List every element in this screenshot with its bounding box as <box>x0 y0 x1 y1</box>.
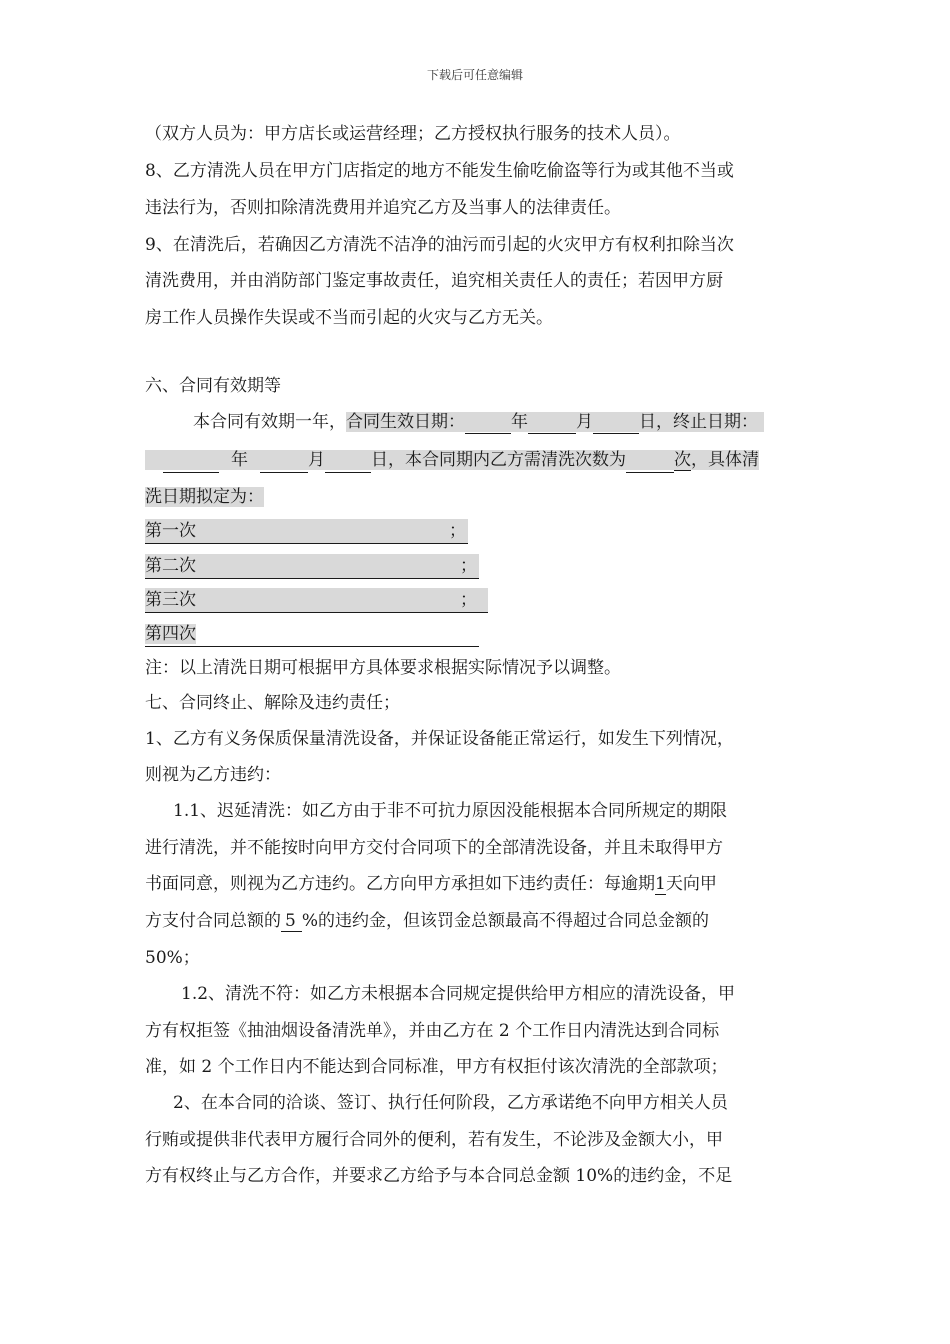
text-line: 准，如 2 个工作日内不能达到合同标准，甲方有权拒付该次清洗的全部款项； <box>145 1057 728 1077</box>
text-line: 方支付合同总额的 5 %的违约金，但该罚金总额最高不得超过合同总金额的 <box>145 911 709 931</box>
end-date-line <box>145 448 759 473</box>
schedule-first: 第一次 ； <box>145 519 468 544</box>
schedule-intro: 洗日期拟定为： <box>145 487 264 507</box>
schedule-third: 第三次 ； <box>145 588 488 613</box>
schedule-second: 第二次 ； <box>145 554 479 579</box>
validity-line <box>193 410 764 434</box>
text-line: 则视为乙方违约： <box>145 765 281 785</box>
text-line: 清洗费用，并由消防部门鉴定事故责任，追究相关责任人的责任；若因甲方厨 <box>145 271 723 291</box>
overdue-days: 1 <box>655 874 666 894</box>
text-line: 9、在清洗后，若确因乙方清洗不洁净的油污而引起的火灾甲方有权利扣除当次 <box>145 235 734 255</box>
text-line: 违法行为，否则扣除清洗费用并追究乙方及当事人的法律责任。 <box>145 198 621 218</box>
text-line: 方有权拒签《抽油烟设备清洗单》，并由乙方在 2 个工作日内清洗达到合同标 <box>145 1021 720 1041</box>
text-line: 8、乙方清洗人员在甲方门店指定的地方不能发生偷吃偷盗等行为或其他不当或 <box>145 161 734 181</box>
section-heading-6: 六、合同有效期等 <box>145 376 281 396</box>
page-header: 下载后可任意编辑 <box>426 68 523 82</box>
text-line: 注：以上清洗日期可根据甲方具体要求根据实际情况予以调整。 <box>145 658 621 678</box>
start-date-field: 合同生效日期： 年 月 日，终止日期： <box>346 412 764 432</box>
schedule-fourth: 第四次 <box>145 622 479 647</box>
end-date-field: 年 月 日，本合同期内乙方需清洗次数为 次，具体清 <box>145 450 759 470</box>
text-line: （双方人员为：甲方店长或运营经理；乙方授权执行服务的技术人员）。 <box>145 124 681 144</box>
text-line: 1.1、迟延清洗：如乙方由于非不可抗力原因没能根据本合同所规定的期限 <box>173 801 728 821</box>
penalty-percent: 5 <box>281 911 302 932</box>
text-line: 进行清洗，并不能按时向甲方交付合同项下的全部清洗设备，并且未取得甲方 <box>145 838 723 858</box>
text-line: 房工作人员操作失误或不当而引起的火灾与乙方无关。 <box>145 308 553 328</box>
text-line: 书面同意，则视为乙方违约。乙方向甲方承担如下违约责任：每逾期1天向甲 <box>145 874 717 894</box>
text-line: 1、乙方有义务保质保量清洗设备，并保证设备能正常运行，如发生下列情况， <box>145 729 734 749</box>
text-line: 行贿或提供非代表甲方履行合同外的便利，若有发生，不论涉及金额大小，甲 <box>145 1130 723 1150</box>
text-line: 方有权终止与乙方合作，并要求乙方给予与本合同总金额 10%的违约金，不足 <box>145 1166 733 1186</box>
text-line: 1.2、清洗不符：如乙方未根据本合同规定提供给甲方相应的清洗设备，甲 <box>181 984 736 1004</box>
section-heading-7: 七、合同终止、解除及违约责任； <box>145 693 400 713</box>
text-line: 2、在本合同的洽谈、签订、执行任何阶段，乙方承诺绝不向甲方相关人员 <box>173 1093 728 1113</box>
text-line: 50%； <box>145 948 200 968</box>
validity-text: 本合同有效期一年， <box>193 412 346 432</box>
